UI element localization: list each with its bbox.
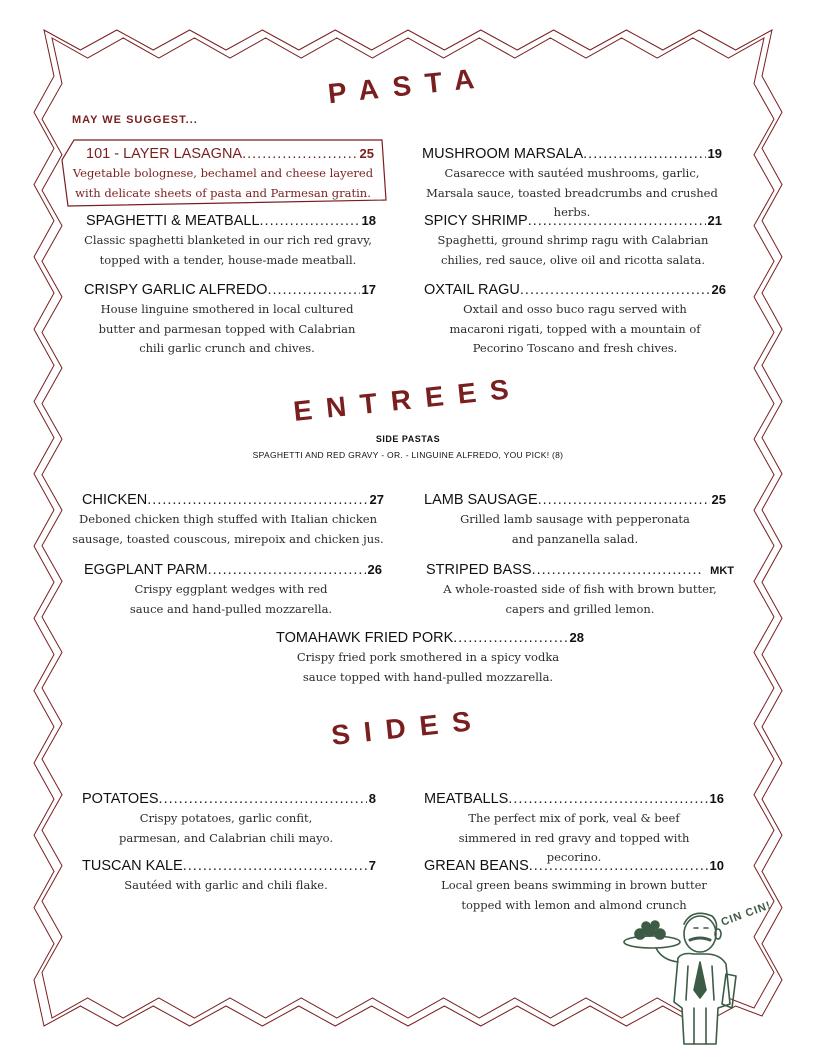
item-description: Casarecce with sautéed mushrooms, garlic, Marsala sauce, toasted breadcrumbs and crushed herbs.	[426, 166, 718, 219]
menu-item-crispy-garlic-alfredo	[78, 282, 376, 359]
item-description: Deboned chicken thigh stuffed with Italian chicken sausage, toasted couscous, mirepoix and chicken jus.	[72, 512, 384, 546]
menu-item-potatoes	[76, 791, 376, 848]
menu-item-tomahawk-fried-pork	[272, 630, 584, 687]
cin-cin-speech: CIN CIN!	[719, 899, 774, 929]
item-name: STRIPED BASS	[426, 562, 532, 578]
item-description: Crispy fried pork smothered in a spicy vodka sauce topped with hand-pulled mozzarella.	[296, 650, 560, 684]
section-title-pasta: PASTA	[326, 61, 490, 110]
item-price: MKT	[710, 565, 734, 577]
item-description: Spaghetti, ground shrimp ragu with Calabrian chilies, red sauce, olive oil and ricotta salata.	[437, 233, 709, 267]
item-price: 16	[709, 791, 724, 806]
item-price: 7	[368, 858, 376, 873]
menu-item-eggplant-parm	[80, 562, 382, 619]
item-description: Oxtail and osso buco ragu served with macaroni rigati, topped with a mountain of Pecorino Toscano and fresh chives.	[449, 302, 701, 355]
item-name: CRISPY GARLIC ALFREDO	[84, 282, 268, 298]
menu-item-striped-bass	[426, 562, 734, 619]
menu-item-spaghetti-meatball	[80, 213, 376, 270]
item-price: 10	[709, 858, 724, 873]
item-price: 17	[361, 282, 376, 297]
item-price: 27	[369, 492, 384, 507]
item-description: Vegetable bolognese, bechamel and cheese layered with delicate sheets of pasta and Parmesan gratin.	[72, 166, 374, 200]
side-pastas-title: SIDE PASTAS	[375, 434, 441, 444]
item-description: Crispy eggplant wedges with red sauce and hand-pulled mozzarella.	[129, 582, 333, 616]
item-description: Crispy potatoes, garlic confit, parmesan, and Calabrian chili mayo.	[119, 811, 333, 845]
item-description: Sautéed with garlic and chili flake.	[124, 878, 328, 892]
item-name: LAMB SAUSAGE	[424, 492, 538, 508]
item-description: Classic spaghetti blanketed in our rich red gravy, topped with a tender, house-made meatball.	[84, 233, 372, 267]
item-name: SPICY SHRIMP	[424, 213, 528, 229]
menu-item-tuscan-kale	[76, 858, 376, 896]
menu-item-spicy-shrimp	[424, 213, 722, 270]
item-price: 8	[368, 791, 376, 806]
item-price: 28	[569, 630, 584, 645]
item-price: 26	[367, 562, 382, 577]
menu-item-lasagna	[72, 146, 374, 203]
item-price: 18	[361, 213, 376, 228]
item-name: GREAN BEANS	[424, 858, 529, 874]
item-description: A whole-roasted side of fish with brown butter, capers and grilled lemon.	[443, 582, 717, 616]
menu-item-chicken	[72, 492, 384, 549]
item-price: 25	[359, 146, 374, 161]
menu-item-oxtail-ragu	[424, 282, 726, 359]
menu-item-meatballs	[424, 791, 724, 868]
menu-item-mushroom-marsala	[422, 146, 722, 223]
item-name: MUSHROOM MARSALA	[422, 146, 584, 162]
item-name: TOMAHAWK FRIED PORK	[276, 630, 454, 646]
section-title-entrees: ENTREES	[291, 372, 525, 427]
item-price: 19	[707, 146, 722, 161]
waiter-illustration	[622, 904, 762, 1046]
item-name: POTATOES	[82, 791, 159, 807]
side-pastas-options: SPAGHETTI AND RED GRAVY - OR. - LINGUINE ALFREDO, YOU PICK! (8)	[252, 450, 564, 460]
item-description: Grilled lamb sausage with pepperonata and panzanella salad.	[460, 512, 690, 546]
item-name: SPAGHETTI & MEATBALL	[86, 213, 260, 229]
item-price: 21	[707, 213, 722, 228]
item-description: Local green beans swimming in brown butter topped with lemon and almond crunch	[441, 878, 707, 912]
item-name: EGGPLANT PARM	[84, 562, 208, 578]
menu-item-lamb-sausage	[424, 492, 726, 549]
item-name: MEATBALLS	[424, 791, 509, 807]
may-we-suggest-label: MAY WE SUGGEST...	[72, 114, 198, 126]
item-name: CHICKEN	[82, 492, 148, 508]
item-description: House linguine smothered in local cultured butter and parmesan topped with Calabrian chili garlic crunch and chives.	[98, 302, 356, 355]
item-name: OXTAIL RAGU	[424, 282, 520, 298]
item-name: 101 - LAYER LASAGNA	[86, 146, 243, 162]
item-description: The perfect mix of pork, veal & beef simmered in red gravy and topped with pecorino.	[458, 811, 690, 864]
item-price: 25	[711, 492, 726, 507]
section-title-sides: SIDES	[329, 704, 487, 751]
item-price: 26	[711, 282, 726, 297]
item-name: TUSCAN KALE	[82, 858, 183, 874]
